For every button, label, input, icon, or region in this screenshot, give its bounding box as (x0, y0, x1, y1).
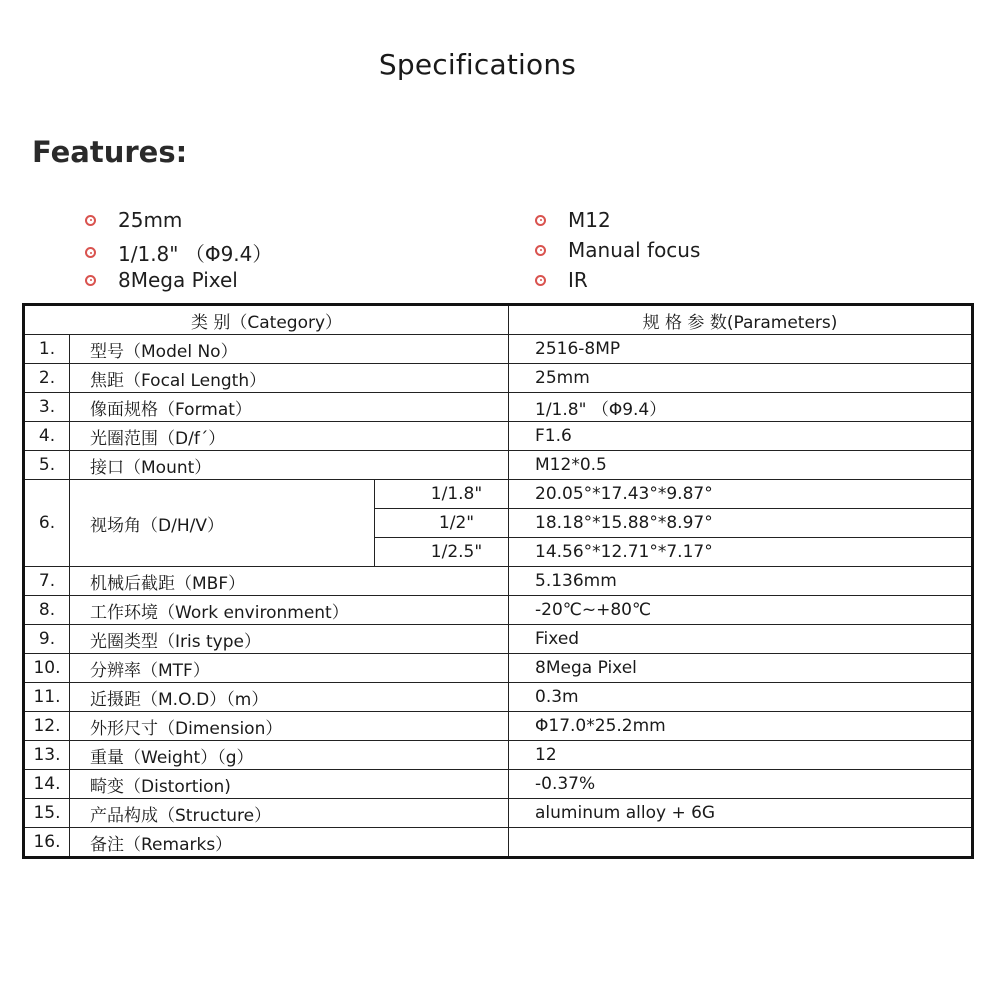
table-row (24, 712, 973, 741)
row-category: 畸变（Distortion) (70, 770, 509, 799)
page-title: Specifications (378, 48, 577, 81)
target-bullet-icon (535, 275, 546, 286)
feature-item (535, 268, 588, 292)
fov-value: 20.05°*17.43°*9.87° (509, 480, 973, 509)
row-category: 外形尺寸（Dimension） (70, 712, 509, 741)
row-category: 型号（Model No） (70, 335, 509, 364)
row-value: aluminum alloy + 6G (509, 799, 973, 828)
table-row (24, 799, 973, 828)
fov-sensor-size: 1/1.8" (375, 480, 509, 509)
row-value: 5.136mm (509, 567, 973, 596)
feature-item (535, 238, 700, 262)
spec-table (22, 303, 974, 859)
row-value: 1/1.8" （Φ9.4） (509, 393, 973, 422)
table-row (24, 567, 973, 596)
table-row (24, 683, 973, 712)
row-category: 焦距（Focal Length） (70, 364, 509, 393)
row-number: 6. (24, 480, 70, 567)
features-heading: Features: (32, 135, 188, 169)
table-row (24, 625, 973, 654)
row-category: 近摄距（M.O.D）（m） (70, 683, 509, 712)
row-value (509, 828, 973, 858)
row-number: 5. (24, 451, 70, 480)
feature-label: IR (568, 268, 588, 292)
row-value: Φ17.0*25.2mm (509, 712, 973, 741)
row-category: 光圈范围（D/f´） (70, 422, 509, 451)
row-number: 9. (24, 625, 70, 654)
row-number: 2. (24, 364, 70, 393)
row-category: 视场角（D/H/V） (70, 480, 375, 567)
row-number: 13. (24, 741, 70, 770)
feature-label: 8Mega Pixel (118, 268, 238, 292)
row-category: 重量（Weight）（g） (70, 741, 509, 770)
feature-label: 25mm (118, 208, 183, 232)
row-value: -20℃~+80℃ (509, 596, 973, 625)
row-category: 备注（Remarks） (70, 828, 509, 858)
table-row (24, 741, 973, 770)
fov-value: 14.56°*12.71°*7.17° (509, 538, 973, 567)
table-row (24, 393, 973, 422)
fov-sensor-size: 1/2" (375, 509, 509, 538)
row-number: 10. (24, 654, 70, 683)
table-row (24, 596, 973, 625)
feature-label: Manual focus (568, 238, 701, 262)
target-bullet-icon (535, 215, 546, 226)
row-value: 2516-8MP (509, 335, 973, 364)
target-bullet-icon (85, 215, 96, 226)
fov-sensor-size: 1/2.5" (375, 538, 509, 567)
table-row (24, 480, 973, 509)
row-number: 7. (24, 567, 70, 596)
row-category: 接口（Mount） (70, 451, 509, 480)
feature-item (85, 238, 272, 267)
table-row (24, 828, 973, 858)
row-category: 光圈类型（Iris type） (70, 625, 509, 654)
row-category: 工作环境（Work environment） (70, 596, 509, 625)
feature-item (535, 208, 611, 232)
target-bullet-icon (85, 247, 96, 258)
row-number: 8. (24, 596, 70, 625)
row-number: 1. (24, 335, 70, 364)
row-value: M12*0.5 (509, 451, 973, 480)
feature-label: 1/1.8" （Φ9.4） (118, 242, 273, 266)
header-category: 类 别（Category） (24, 305, 509, 335)
table-row (24, 335, 973, 364)
header-parameters: 规 格 参 数(Parameters) (509, 305, 973, 335)
row-number: 16. (24, 828, 70, 858)
row-value: 0.3m (509, 683, 973, 712)
target-bullet-icon (85, 275, 96, 286)
row-number: 3. (24, 393, 70, 422)
row-number: 12. (24, 712, 70, 741)
row-category: 像面规格（Format） (70, 393, 509, 422)
target-bullet-icon (535, 245, 546, 256)
row-number: 11. (24, 683, 70, 712)
feature-label: M12 (568, 208, 611, 232)
fov-value: 18.18°*15.88°*8.97° (509, 509, 973, 538)
table-body (24, 335, 973, 858)
row-number: 15. (24, 799, 70, 828)
row-category: 产品构成（Structure） (70, 799, 509, 828)
row-value: -0.37% (509, 770, 973, 799)
row-number: 14. (24, 770, 70, 799)
row-value: Fixed (509, 625, 973, 654)
feature-item (85, 208, 182, 232)
row-number: 4. (24, 422, 70, 451)
table-row (24, 364, 973, 393)
row-category: 机械后截距（MBF） (70, 567, 509, 596)
row-category: 分辨率（MTF） (70, 654, 509, 683)
table-header-row (24, 305, 973, 335)
table-row (24, 770, 973, 799)
row-value: 8Mega Pixel (509, 654, 973, 683)
row-value: F1.6 (509, 422, 973, 451)
row-value: 25mm (509, 364, 973, 393)
table-row (24, 451, 973, 480)
feature-item (85, 268, 238, 292)
table-row (24, 422, 973, 451)
table-row (24, 654, 973, 683)
row-value: 12 (509, 741, 973, 770)
